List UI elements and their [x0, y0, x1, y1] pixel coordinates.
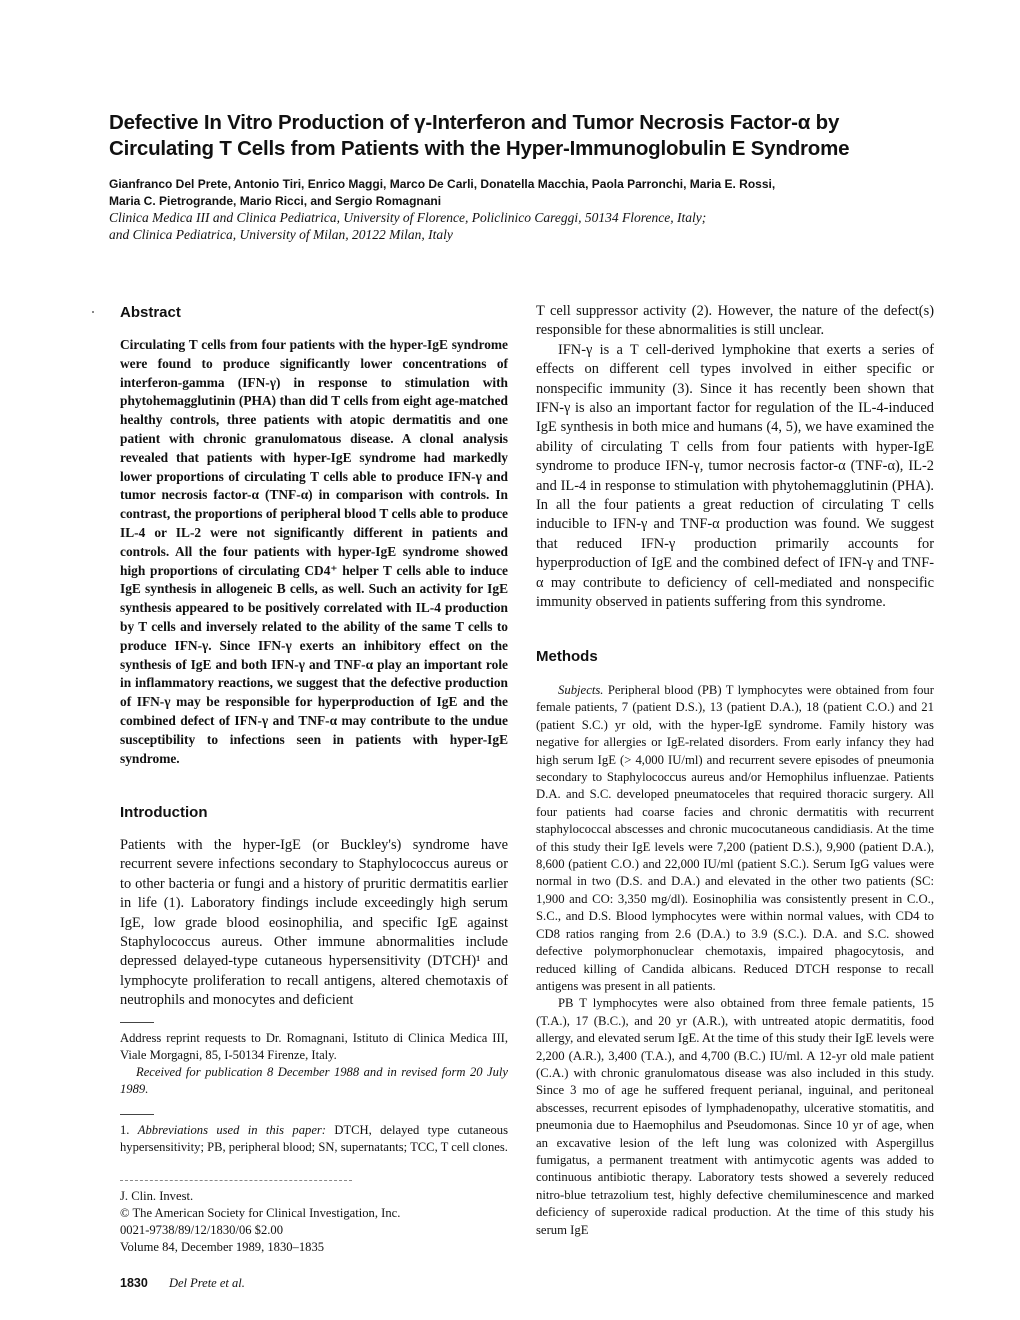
reprint-address: Address reprint requests to Dr. Romagnani, Istituto di Clinica Medica III, Viale Morgagni, 85, I-50134 Firenze, Italy.: [120, 1031, 508, 1062]
methods-heading: Methods: [536, 648, 598, 665]
introduction-heading: Introduction: [120, 804, 208, 821]
copyright-line: © The American Society for Clinical Investigation, Inc.: [120, 1206, 401, 1220]
abbreviations-note: [120, 1122, 508, 1156]
running-head: Del Prete et al.: [168, 1276, 245, 1290]
issn-line: 0021-9738/89/12/1830/06 $2.00: [120, 1223, 284, 1237]
affiliations: [109, 209, 939, 243]
intro-paragraph-ifn: IFN-γ is a T cell-derived lymphokine that exerts a series of effects on different cell types involved in either specific or nonspecific immunity (3). Since it has recently been shown that IFN-γ is also an important factor for regulation of the IL-4-induced IgE synthesis in both mice and humans (4, 5), we have examined the ability of circulating T cells from four patients with hyper-IgE syndrome to produce IFN-γ, tumor necrosis factor-α (TNF-α), IL-2 and IL-4 in response to stimulation with phytohemagglutinin (PHA). In all the four patients a great reduction of circulating T cells inducible to IFN-γ and TNF-α production was found. We suggest that reduced IFN-γ production primarily accounts for hyperproduction of IgE and the combined defect of IFN-γ and TNF-α may contribute to deficiency of cell-mediated and nonspecific immunity observed in patients suffering from this syndrome.: [536, 341, 934, 611]
received-date: Received for publication 8 December 1988 and in revised form 20 July 1989.: [120, 1065, 508, 1096]
article-title: [109, 110, 929, 162]
abbrev-prefix: 1.: [120, 1123, 138, 1137]
subjects-text: Peripheral blood (PB) T lymphocytes were obtained from four female patients, 7 (patient D.S.), 13 (patient D.A.), 18 (patient C.O.) and 21 (patient S.C.) yr old, with the hyper-IgE syndrome. Family history was negative for allergies or IgE-related disorders. From early infancy they had high serum IgE (> 4,000 IU/ml) and recurrent severe episodes of pneumonia secondary to Staphylococcus aureus and/or Hemophilus influenzae. Patients D.A. and S.C. developed pneumatoceles that required thoracic surgery. All four patients had coarse facies and chronic dermatitis with recurrent staphylococcal abscesses and chronic mucocutaneous candidiasis. At the time of this study their IgE levels were 7,200 (patient D.S.), 9,900 (patient D.A.), 8,600 (patient C.O.) and 22,000 IU/ml (patient S.C.). Serum IgG values were normal in two (D.S. and D.A.) and elevated in the other two patients (SC: 1,900 and CO: 3,350 mg/dl). Eosinophilia was consistently present in C.O., S.C., and D.S. Blood lymphocytes were within normal values, with CD4 to CD8 ratios ranging from 2.6 (D.A.) to 3.9 (S.C.). D.A. and S.C. showed defective polymorphonuclear chemotaxis, impaired phagocytosis, and reduced killing of Candida albicans. Reduced DTCH response to recall antigens was present in all patients.: [536, 683, 934, 993]
authors-line-1: Gianfranco Del Prete, Antonio Tiri, Enrico Maggi, Marco De Carli, Donatella Macchia, Paola Parronchi, Maria E. Rossi,: [109, 177, 776, 191]
methods-controls-paragraph: PB T lymphocytes were also obtained from three female patients, 15 (T.A.), 17 (B.C.), and 20 yr (A.R.), with untreated atopic dermatitis, food allergy, and elevated serum IgE. At the time of this study their IgE levels were 2,200 (A.R.), 3,400 (T.A.), and 4,700 (B.C.) IU/ml. A 12-yr old male patient (C.A.) with chronic granulomatous disease was also included in this study. Since 3 mo of age he suffered frequent perianal, inguinal, and peritoneal abscesses, recurrent episodes of lymphadenopathy, ulcerative stomatitis, and pneumonia due to Haemophilus and Pseudomonas. Since 10 yr of age, when an excavative lesion of the left lung was colonized with Aspergillus fumigatus, a permanent treatment with antimycotic agents was added to continuous antibiotic therapy. Laboratory tests showed a severely reduced nitro-blue tetrazolium test, highly defective chemiluminescence and marked deficiency of superoxide radical production. At the time of this study his serum IgE: [536, 996, 934, 1237]
affiliation-line-1: Clinica Medica III and Clinica Pediatrica, University of Florence, Policlinico Careggi, 50134 Florence, Italy;: [109, 210, 707, 225]
methods-text: [536, 682, 934, 1239]
page-number: 1830: [120, 1276, 148, 1290]
affiliation-line-2: and Clinica Pediatrica, University of Milan, 20122 Milan, Italy: [109, 227, 453, 242]
journal-info: [120, 1188, 508, 1256]
author-list: [109, 176, 939, 210]
margin-mark: [92, 311, 94, 313]
subjects-label: Subjects.: [558, 683, 604, 697]
reprint-note: [120, 1030, 508, 1098]
introduction-text: Patients with the hyper-IgE (or Buckley's) syndrome have recurrent severe infections secondary to Staphylococcus aureus or to other bacteria or fungi and a history of pruritic dermatitis earlier in life (1). Laboratory findings include exceedingly high serum IgE, low grade blood eosinophilia, and specific IgE against Staphylococcus aureus. Other immune abnormalities include depressed delayed-type cutaneous hypersensitivity (DTCH)¹ and lymphocyte proliferation to recall antigens, altered chemotaxis of neutrophils and monocytes and deficient: [120, 837, 508, 1009]
abbrev-label: Abbreviations used in this paper:: [137, 1123, 327, 1137]
introduction-continued: [536, 302, 934, 613]
abbrev-text: DTCH, delayed type cutaneous hypersensitivity; PB, peripheral blood; SN, supernatants; TCC, T cell clones.: [120, 1123, 509, 1154]
footnote-rule: [120, 1022, 154, 1023]
page-footer: [120, 1276, 245, 1291]
footnote-rule-2: [120, 1114, 154, 1115]
title-line-2: Circulating T Cells from Patients with the Hyper-Immunoglobulin E Syndrome: [109, 137, 850, 160]
authors-line-2: Maria C. Pietrogrande, Mario Ricci, and Sergio Romagnani: [109, 194, 442, 208]
abstract-text: Circulating T cells from four patients with the hyper-IgE syndrome were found to produce significantly lower concentrations of interferon-gamma (IFN-γ) in response to stimulation with phytohemagglutinin (PHA) than did T cells from eight age-matched healthy controls, three patients with atopic dermatitis and one patient with chronic granulomatous disease. A clonal analysis revealed that patients with hyper-IgE syndrome had markedly lower proportions of circulating T cells able to produce IFN-γ and tumor necrosis factor-α (TNF-α) in comparison with controls. In contrast, the proportions of peripheral blood T cells able to produce IL-4 or IL-2 were not significantly different in patients and controls. All the four patients with hyper-IgE syndrome showed high proportions of circulating CD4⁺ helper T cells able to induce IgE synthesis in allogeneic B cells, as well. Such an activity for IgE synthesis appeared to be positively correlated with IL-4 production by T cells and inversely related to the ability of the same T cells to produce IFN-γ. Since IFN-γ exerts an inhibitory effect on the synthesis of IgE and both IFN-γ and TNF-α play an important role in inflammatory reactions, we suggest that the defective production of IFN-γ may be responsible for hyperproduction of IgE and the combined defect of IFN-γ and TNF-α may contribute to the undue susceptibility to infections seen in patients with hyper-IgE syndrome.: [120, 337, 508, 766]
intro-paragraph-continued: T cell suppressor activity (2). However, the nature of the defect(s) responsible for these abnormalities is still unclear.: [536, 303, 934, 339]
journal-name: J. Clin. Invest.: [120, 1189, 194, 1203]
footnote-divider: [120, 1180, 352, 1181]
title-line-1: Defective In Vitro Production of γ-Interferon and Tumor Necrosis Factor-α by: [109, 111, 840, 134]
abstract-heading: Abstract: [120, 304, 181, 321]
volume-line: Volume 84, December 1989, 1830–1835: [120, 1240, 325, 1254]
methods-subjects-paragraph: [536, 682, 934, 995]
